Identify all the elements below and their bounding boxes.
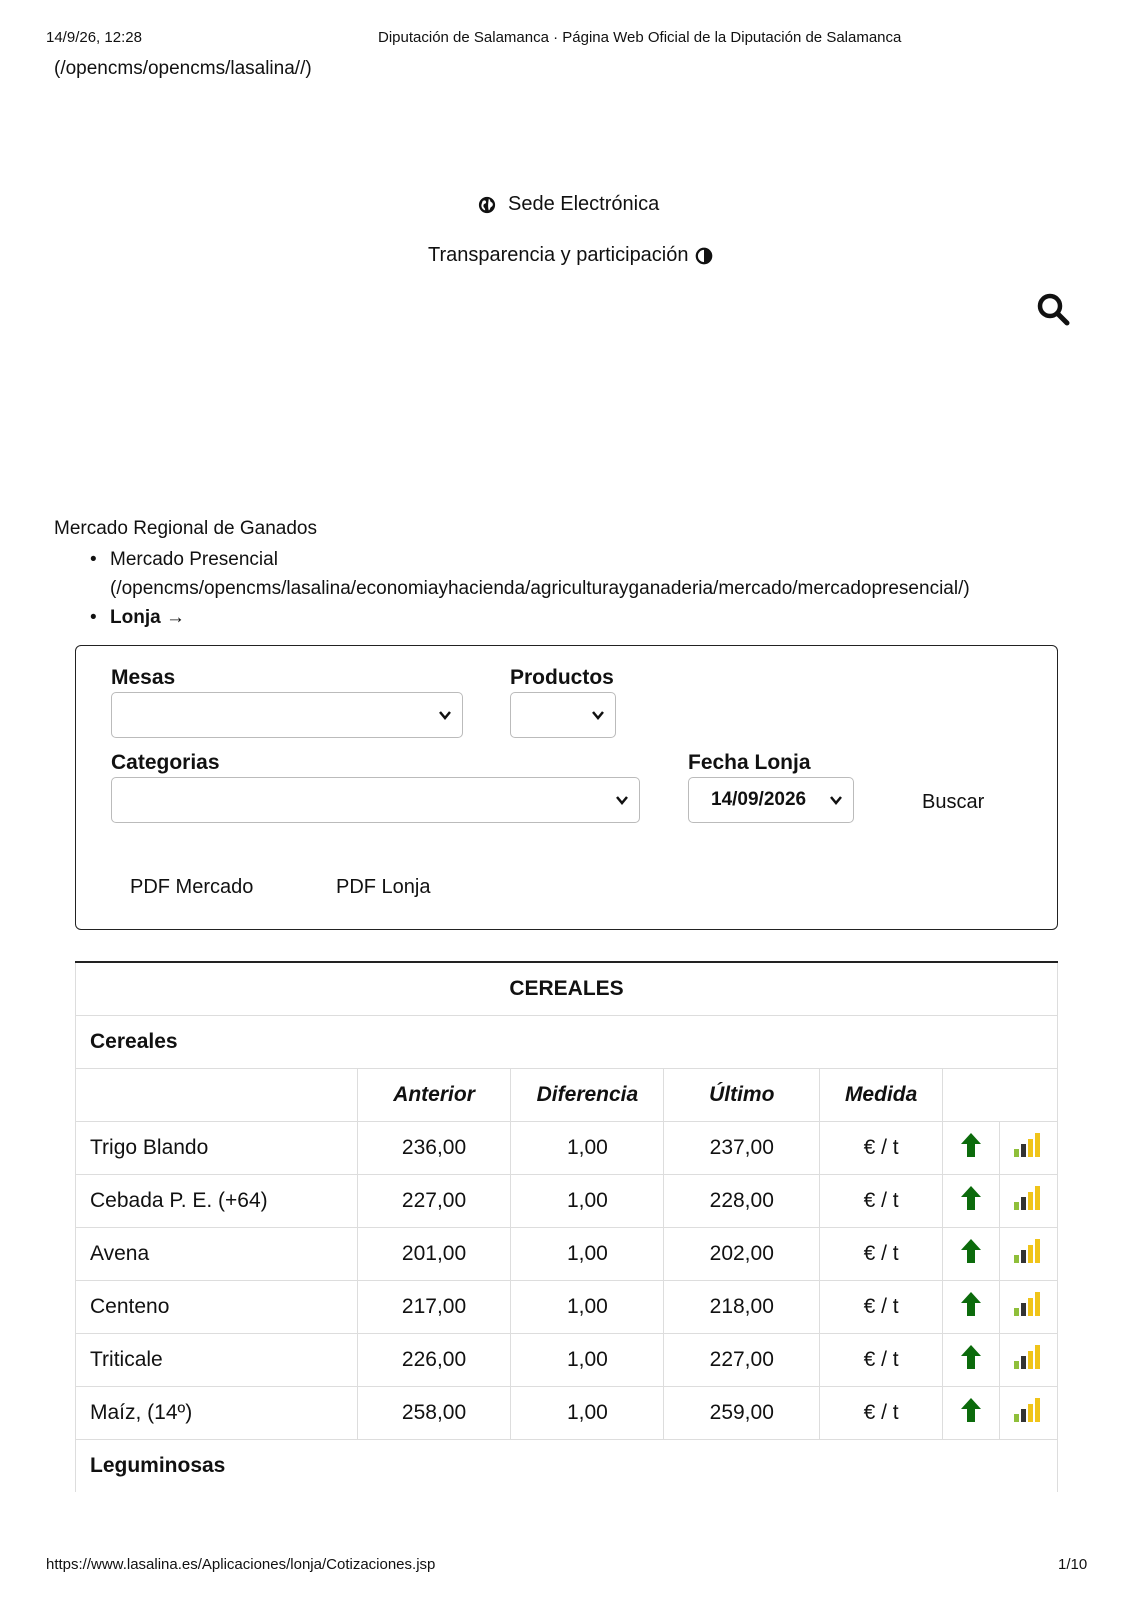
breadcrumb-item-label: Lonja → [110,607,185,628]
ultimo-value: 228,00 [664,1174,820,1227]
ultimo-value: 202,00 [664,1227,820,1280]
anterior-value: 227,00 [357,1174,511,1227]
table-row [76,1280,1058,1333]
search-icon[interactable] [1036,292,1070,326]
column-header-icons [943,1068,1058,1121]
diferencia-value: 1,00 [511,1386,664,1439]
anterior-value: 201,00 [357,1227,511,1280]
arrow-up-icon [960,1344,982,1370]
product-name: Cebada P. E. (+64) [76,1174,358,1227]
chart-cell[interactable] [999,1227,1057,1280]
trend-cell [943,1386,1000,1439]
print-datetime: 14/9/26, 12:28 [46,29,142,46]
bar-chart-icon[interactable] [1013,1397,1043,1423]
fecha-lonja-select[interactable] [688,777,854,823]
table-row [76,1121,1058,1174]
column-header-ultimo: Último [664,1068,820,1121]
ultimo-value: 237,00 [664,1121,820,1174]
product-name: Maíz, (14º) [76,1386,358,1439]
anterior-value: 236,00 [357,1121,511,1174]
column-header-diferencia: Diferencia [511,1068,664,1121]
sede-electronica-label: Sede Electrónica [508,193,660,215]
diferencia-value: 1,00 [511,1333,664,1386]
diferencia-value: 1,00 [511,1227,664,1280]
medida-value: € / t [820,1386,943,1439]
breadcrumb-item-mercado-presencial[interactable] [90,545,970,603]
breadcrumb-item-label: Mercado Presencial [110,549,278,570]
medida-value: € / t [820,1333,943,1386]
chevron-down-icon [438,708,452,722]
mesas-select[interactable] [111,692,463,738]
column-header-anterior: Anterior [357,1068,511,1121]
sede-electronica-link[interactable] [478,193,659,216]
print-page-title: Diputación de Salamanca · Página Web Oficial de la Diputación de Salamanca [378,29,902,46]
ultimo-value: 218,00 [664,1280,820,1333]
table-row [76,1333,1058,1386]
breadcrumb-item-lonja[interactable] [90,603,970,632]
product-name: Trigo Blando [76,1121,358,1174]
bar-chart-icon[interactable] [1013,1238,1043,1264]
anterior-value: 217,00 [357,1280,511,1333]
column-header-producto [76,1068,358,1121]
table-row [76,1386,1058,1439]
chevron-down-icon [615,793,629,807]
fecha-lonja-label: Fecha Lonja [688,751,811,774]
chart-cell[interactable] [999,1121,1057,1174]
chart-cell[interactable] [999,1386,1057,1439]
medida-value: € / t [820,1227,943,1280]
anterior-value: 258,00 [357,1386,511,1439]
arrow-up-icon [960,1397,982,1423]
trend-cell [943,1174,1000,1227]
ultimo-value: 259,00 [664,1386,820,1439]
trend-cell [943,1333,1000,1386]
arrow-up-icon [960,1185,982,1211]
transparencia-label: Transparencia y participación [428,244,689,266]
column-header-medida: Medida [820,1068,943,1121]
bar-chart-icon[interactable] [1013,1291,1043,1317]
globe-icon [478,196,496,214]
chevron-down-icon [591,708,605,722]
section-title: CEREALES [76,962,1058,1015]
print-page-number: 1/10 [1058,1556,1088,1573]
categorias-select[interactable] [111,777,640,823]
breadcrumb-title: Mercado Regional de Ganados [54,518,318,539]
home-link[interactable]: (/opencms/opencms/lasalina//) [54,58,312,79]
trend-cell [943,1227,1000,1280]
product-name: Centeno [76,1280,358,1333]
bar-chart-icon[interactable] [1013,1132,1043,1158]
diferencia-value: 1,00 [511,1280,664,1333]
categorias-label: Categorias [111,751,220,774]
bar-chart-icon[interactable] [1013,1344,1043,1370]
contrast-icon[interactable] [695,247,713,265]
category-title-next: Leguminosas [76,1439,1058,1492]
ultimo-value: 227,00 [664,1333,820,1386]
medida-value: € / t [820,1174,943,1227]
table-row [76,1174,1058,1227]
productos-select[interactable] [510,692,616,738]
print-footer-url: https://www.lasalina.es/Aplicaciones/lonja/Cotizaciones.jsp [46,1556,436,1573]
table-row [76,1227,1058,1280]
pdf-lonja-button[interactable]: PDF Lonja [336,876,431,898]
cotizaciones-table [75,961,1058,1492]
medida-value: € / t [820,1280,943,1333]
arrow-up-icon [960,1291,982,1317]
diferencia-value: 1,00 [511,1174,664,1227]
pdf-mercado-button[interactable]: PDF Mercado [130,876,254,898]
product-name: Triticale [76,1333,358,1386]
breadcrumb [90,545,970,632]
medida-value: € / t [820,1121,943,1174]
breadcrumb-item-url: (/opencms/opencms/lasalina/economiayhacienda/agriculturayganaderia/mercado/mercadopresencial/) [110,578,970,599]
mesas-label: Mesas [111,666,176,689]
trend-cell [943,1280,1000,1333]
chart-cell[interactable] [999,1174,1057,1227]
diferencia-value: 1,00 [511,1121,664,1174]
bar-chart-icon[interactable] [1013,1185,1043,1211]
fecha-lonja-value: 14/09/2026 [711,789,807,810]
productos-label: Productos [510,666,614,689]
category-title: Cereales [76,1015,1058,1068]
trend-cell [943,1121,1000,1174]
arrow-up-icon [960,1238,982,1264]
arrow-up-icon [960,1132,982,1158]
transparencia-link[interactable] [428,244,713,267]
chart-cell[interactable] [999,1280,1057,1333]
table-header-row [76,1068,1058,1121]
chart-cell[interactable] [999,1333,1057,1386]
product-name: Avena [76,1227,358,1280]
buscar-button[interactable]: Buscar [922,791,985,813]
table-body [76,1121,1058,1439]
chevron-down-icon [829,793,843,807]
filter-panel [75,645,1058,930]
anterior-value: 226,00 [357,1333,511,1386]
